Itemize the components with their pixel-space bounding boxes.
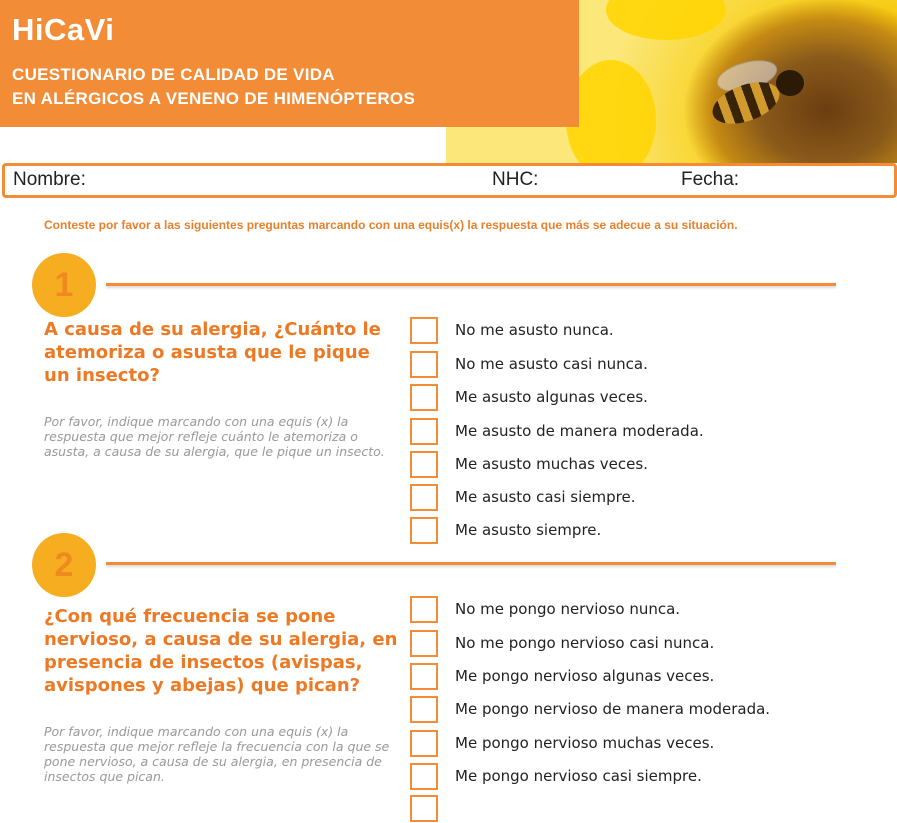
question-divider [106, 283, 836, 286]
question-number: 2 [54, 546, 74, 584]
question-hint: Por favor, indique marcando con una equis (x) la respuesta que mejor refleje la frecuencia con la que se pone nervioso, a causa de su alergia, en presencia de insectos que pican. [44, 724, 390, 784]
answer-option-label: Me pongo nervioso algunas veces. [455, 667, 715, 685]
question-number-badge [32, 533, 96, 597]
subtitle-line-1: CUESTIONARIO DE CALIDAD DE VIDA [12, 65, 335, 84]
answer-option-label: Me pongo nervioso casi siempre. [455, 767, 702, 785]
checkbox[interactable] [410, 663, 438, 690]
answer-option-label: No me asusto nunca. [455, 321, 614, 339]
checkbox[interactable] [410, 696, 438, 723]
answer-option[interactable] [410, 351, 850, 379]
checkbox[interactable] [410, 630, 438, 657]
answer-option[interactable] [410, 484, 850, 512]
checkbox[interactable] [410, 451, 438, 478]
answer-option-label: No me asusto casi nunca. [455, 355, 648, 373]
answer-option[interactable] [410, 596, 850, 624]
date-field-label[interactable]: Fecha: [681, 169, 740, 190]
checkbox[interactable] [410, 517, 438, 544]
checkbox[interactable] [410, 317, 438, 344]
checkbox[interactable] [410, 730, 438, 757]
answer-option[interactable] [410, 730, 850, 758]
answer-option-label: Me asusto algunas veces. [455, 388, 648, 406]
answer-option[interactable] [410, 795, 850, 823]
question-hint: Por favor, indique marcando con una equis (x) la respuesta que mejor refleje cuánto le atemoriza o asusta, a causa de su alergia, que le pique un insecto. [44, 414, 385, 459]
title-band [0, 0, 579, 127]
checkbox[interactable] [410, 763, 438, 790]
petal-shape [606, 0, 726, 40]
nhc-field-label[interactable]: NHC: [492, 169, 539, 190]
instructions-text: Conteste por favor a las siguientes preguntas marcando con una equis(x) la respuesta que más se adecue a su situación. [44, 218, 738, 232]
checkbox[interactable] [410, 596, 438, 623]
answer-option[interactable] [410, 418, 850, 446]
answer-option[interactable] [410, 663, 850, 691]
checkbox[interactable] [410, 795, 438, 822]
answer-option-label: Me asusto casi siempre. [455, 488, 636, 506]
app-title: HiCaVi [12, 12, 115, 47]
answer-option-label: No me pongo nervioso nunca. [455, 600, 681, 618]
checkbox[interactable] [410, 418, 438, 445]
answer-option-label: Me asusto de manera moderada. [455, 422, 704, 440]
answer-option-label: Me asusto muchas veces. [455, 455, 648, 473]
subtitle-line-2: EN ALÉRGICOS A VENENO DE HIMENÓPTEROS [12, 89, 416, 108]
answer-option-label: Me pongo nervioso de manera moderada. [455, 700, 771, 718]
answer-option-label: No me pongo nervioso casi nunca. [455, 634, 715, 652]
answer-option-label: Me asusto siempre. [455, 521, 602, 539]
answer-option[interactable] [410, 384, 850, 412]
checkbox[interactable] [410, 384, 438, 411]
checkbox[interactable] [410, 351, 438, 378]
answer-option[interactable] [410, 696, 850, 724]
checkbox[interactable] [410, 484, 438, 511]
question-text: ¿Con qué frecuencia se pone nervioso, a causa de su alergia, en presencia de insectos (avispas, avispones y abejas) que pican? [44, 606, 398, 696]
question-number-badge [32, 253, 96, 317]
bee-head-shape [776, 70, 804, 96]
question-text: A causa de su alergia, ¿Cuánto le atemoriza o asusta que le pique un insecto? [44, 319, 381, 386]
answer-option[interactable] [410, 451, 850, 479]
answer-option[interactable] [410, 630, 850, 658]
question-divider [106, 562, 836, 565]
question-number: 1 [54, 266, 74, 304]
patient-info-box [2, 163, 897, 198]
answer-option-label: Me pongo nervioso muchas veces. [455, 734, 715, 752]
name-field-label[interactable]: Nombre: [13, 169, 86, 190]
answer-option[interactable] [410, 317, 850, 345]
answer-option[interactable] [410, 517, 850, 545]
petal-shape [566, 60, 656, 163]
answer-option[interactable] [410, 763, 850, 791]
